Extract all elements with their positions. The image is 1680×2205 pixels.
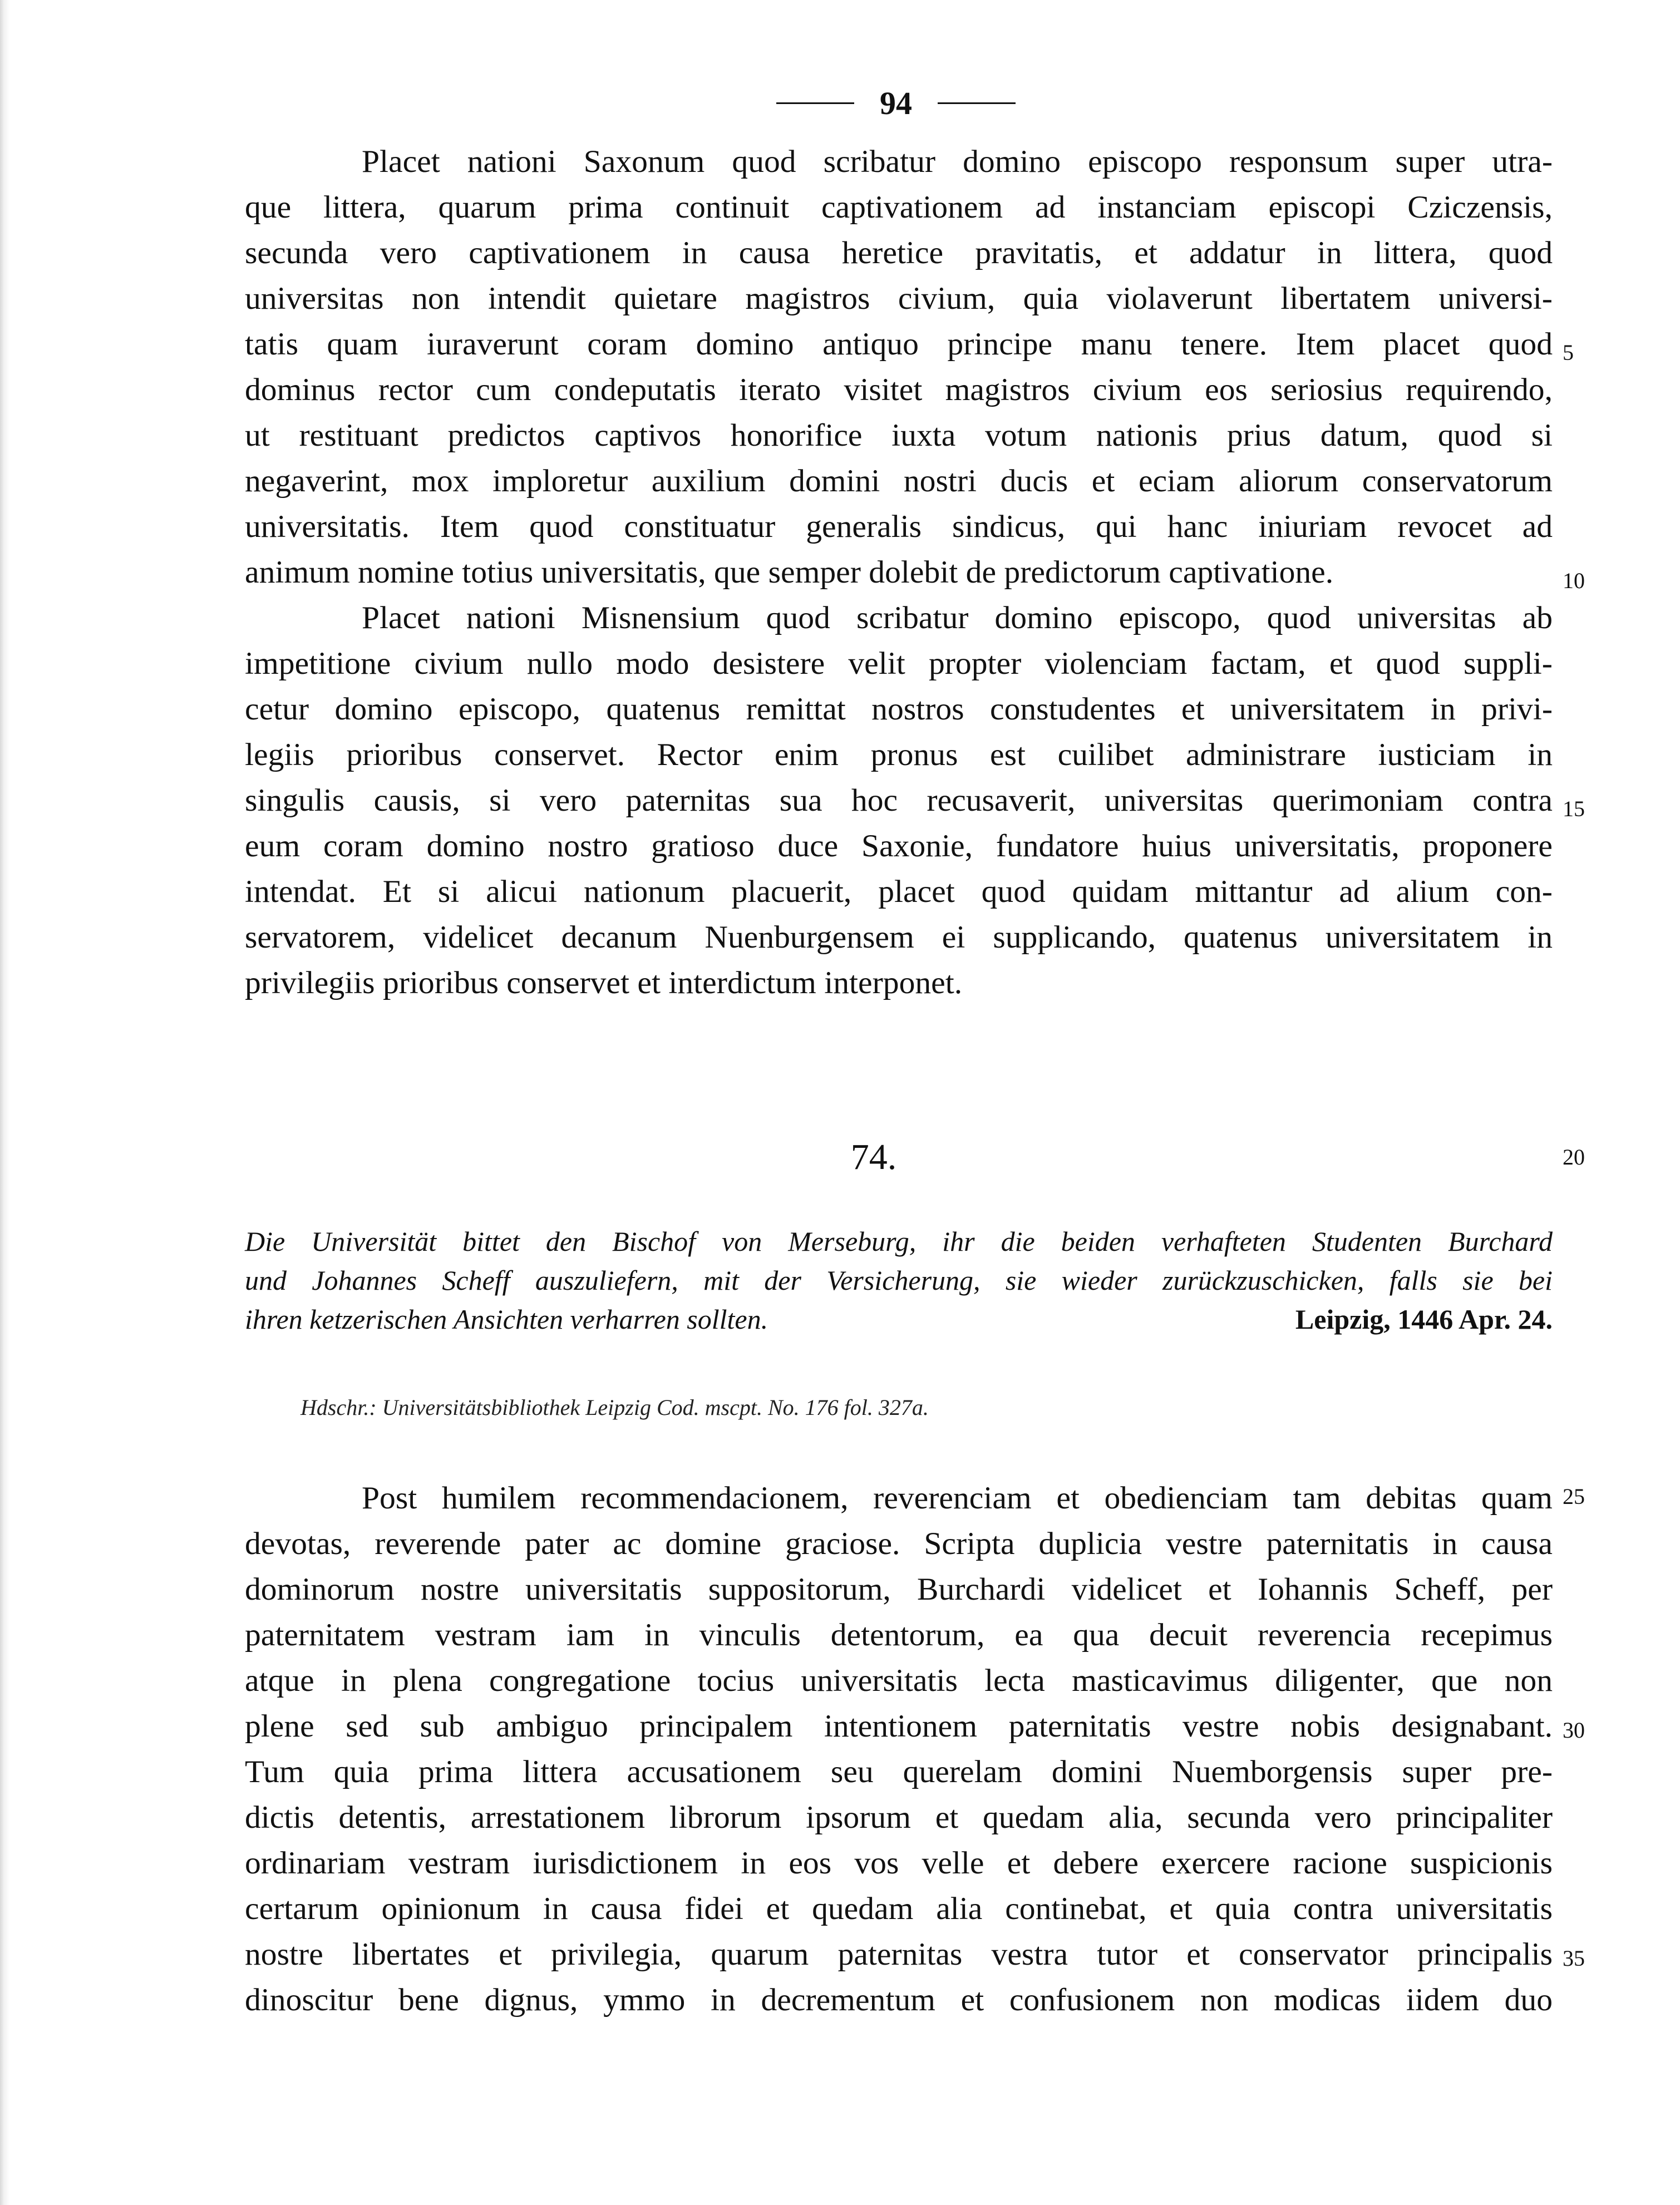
- text-line: universitatis. Item quod constituatur generalis sindicus, qui hanc iniuriam revocet ad: [245, 509, 1553, 544]
- manuscript-source: Hdschr.: Universitätsbibliothek Leipzig Cod. mscpt. No. 176 fol. 327a.: [300, 1395, 929, 1420]
- margin-line-number: 5: [1563, 340, 1574, 365]
- summary-line: ihren ketzerischen Ansichten verharren sollten.: [245, 1304, 768, 1335]
- text-line: legiis prioribus conservet. Rector enim pronus est cuilibet administrare iusticiam in: [245, 737, 1553, 772]
- text-line: universitas non intendit quietare magistros civium, quia violaverunt libertatem universi-: [245, 281, 1553, 316]
- text-line: Placet nationi Saxonum quod scribatur domino episcopo responsum super utra-: [362, 144, 1553, 179]
- text-line: ut restituant predictos captivos honorifice iuxta votum nationis prius datum, quod si: [245, 418, 1553, 453]
- text-line: atque in plena congregatione tocius universitatis lecta masticavimus diligenter, que non: [245, 1663, 1553, 1698]
- summary-line: Die Universität bittet den Bischof von Merseburg, ihr die beiden verhafteten Studenten Burchard: [245, 1226, 1553, 1257]
- text-line: negaverint, mox imploretur auxilium domini nostri ducis et eciam aliorum conservatorum: [245, 463, 1553, 499]
- document-date: Leipzig, 1446 Apr. 24.: [1295, 1304, 1553, 1335]
- text-line: eum coram domino nostro gratioso duce Saxonie, fundatore huius universitatis, proponere: [245, 828, 1553, 864]
- text-line: animum nomine totius universitatis, que semper dolebit de predictorum captivatione.: [245, 555, 1334, 590]
- summary-line: und Johannes Scheff auszuliefern, mit der Versicherung, sie wieder zurückzuschicken, falls sie bei: [245, 1265, 1553, 1296]
- margin-line-number: 35: [1563, 1946, 1585, 1971]
- text-line: tatis quam iuraverunt coram domino antiquo principe manu tenere. Item placet quod: [245, 327, 1553, 362]
- text-line: privilegiis prioribus conservet et interdictum interponet.: [245, 965, 963, 1000]
- page-number: 94: [880, 85, 912, 121]
- header-rule-left: [776, 102, 854, 104]
- text-line: cetur domino episcopo, quatenus remittat nostros constudentes et universitatem in privi-: [245, 692, 1553, 727]
- margin-line-number: 10: [1563, 568, 1585, 593]
- text-line: dictis detentis, arrestationem librorum ipsorum et quedam alia, secunda vero principaliter: [245, 1800, 1553, 1835]
- section-1-text: [245, 139, 1553, 1006]
- scan-edge-shadow: [0, 0, 10, 2205]
- text-line: plene sed sub ambiguo principalem intentionem paternitatis vestre nobis designabant.: [245, 1709, 1553, 1744]
- text-line: Post humilem recommendacionem, reverenciam et obedienciam tam debitas quam: [362, 1481, 1553, 1516]
- document-number: 74.: [850, 1137, 897, 1177]
- margin-line-number: 30: [1563, 1718, 1585, 1743]
- text-line: servatorem, videlicet decanum Nuenburgensem ei supplicando, quatenus universitatem in: [245, 920, 1553, 955]
- margin-line-number: 15: [1563, 796, 1585, 821]
- text-line: certarum opinionum in causa fidei et quedam alia continebat, et quia contra universitatis: [245, 1891, 1553, 1926]
- text-line: Placet nationi Misnensium quod scribatur domino episcopo, quod universitas ab: [362, 600, 1553, 635]
- margin-line-number: 25: [1563, 1484, 1585, 1509]
- document-summary: [245, 1222, 1553, 1339]
- text-line: nostre libertates et privilegia, quarum paternitas vestra tutor et conservator principalis: [245, 1937, 1553, 1972]
- section-2-text: [245, 1476, 1553, 2023]
- text-line: paternitatem vestram iam in vinculis detentorum, ea qua decuit reverencia recepimus: [245, 1617, 1553, 1652]
- text-line: impetitione civium nullo modo desistere velit propter violenciam factam, et quod suppli-: [245, 646, 1553, 681]
- text-line: Tum quia prima littera accusationem seu querelam domini Nuemborgensis super pre-: [245, 1754, 1553, 1789]
- text-line: que littera, quarum prima continuit captivationem ad instanciam episcopi Cziczensis,: [245, 190, 1553, 225]
- text-line: intendat. Et si alicui nationum placuerit, placet quod quidam mittantur ad alium con-: [245, 874, 1553, 909]
- text-line: dinoscitur bene dignus, ymmo in decrementum et confusionem non modicas iidem duo: [245, 1982, 1553, 2017]
- text-line: devotas, reverende pater ac domine graciose. Scripta duplicia vestre paternitatis in causa: [245, 1526, 1553, 1561]
- summary-line-last: [245, 1300, 1553, 1339]
- margin-line-number: 20: [1563, 1145, 1585, 1170]
- text-line: dominorum nostre universitatis suppositorum, Burchardi videlicet et Iohannis Scheff, per: [245, 1572, 1553, 1607]
- text-line: secunda vero captivationem in causa heretice pravitatis, et addatur in littera, quod: [245, 235, 1553, 270]
- page-header: [751, 78, 1041, 128]
- header-rule-right: [938, 102, 1016, 104]
- text-line: singulis causis, si vero paternitas sua hoc recusaverit, universitas querimoniam contra: [245, 783, 1553, 818]
- text-line: dominus rector cum condeputatis iterato visitet magistros civium eos seriosius requirendo,: [245, 372, 1553, 407]
- text-line: ordinariam vestram iurisdictionem in eos vos velle et debere exercere racione suspicionis: [245, 1846, 1553, 1881]
